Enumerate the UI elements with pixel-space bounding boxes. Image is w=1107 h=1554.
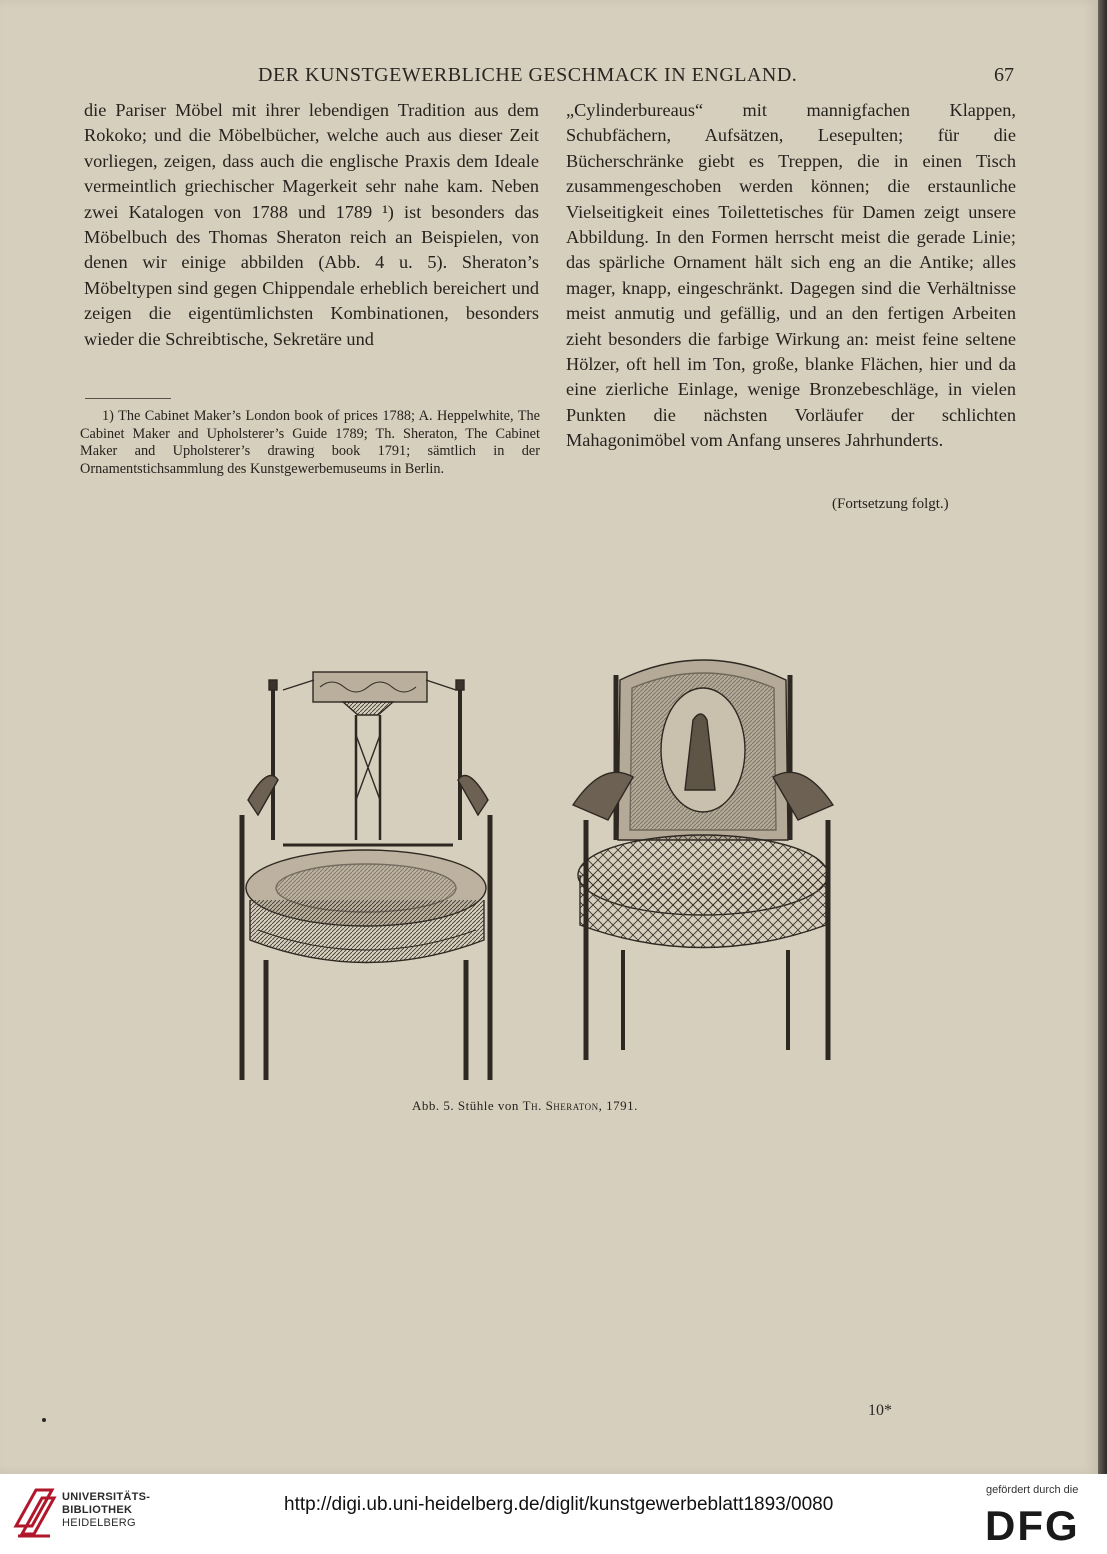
scan-artifact-dot (42, 1418, 46, 1422)
library-name (62, 1491, 150, 1530)
library-name-line3: HEIDELBERG (62, 1517, 136, 1529)
caption-suffix: , 1791. (598, 1098, 638, 1113)
permalink-url[interactable]: http://digi.ub.uni-heidelberg.de/diglit/kunstgewerbeblatt1893/0080 (284, 1494, 834, 1515)
signature-mark: 10* (868, 1402, 892, 1419)
footnote-text: The Cabinet Maker’s London book of prices 1788; A. Heppelwhite, The Cabinet Maker and Upholsterer’s Guide 1789; Th. Sheraton, The Cabinet Maker and Upholsterer’s drawing book 1791; sämtlich in der Ornamentstichsammlung des Kunstgewerbemuseums in Berlin. (80, 408, 540, 477)
page-number: 67 (994, 64, 1014, 86)
left-chair-drawing (242, 672, 490, 1080)
right-chair-drawing (573, 660, 833, 1060)
sheraton-chairs-engraving (228, 640, 878, 1090)
digitization-footer (0, 1474, 1107, 1554)
figure-caption (412, 1098, 638, 1114)
continuation-note: (Fortsetzung folgt.) (832, 496, 949, 512)
right-paragraph: „Cylinderbureaus“ mit mannigfachen Klappen, Schubfächern, Aufsätzen, Lesepulten; für die Bücherschränke giebt es Treppen, die in einen Tisch zusammengeschoben werden können; die erstaunliche Vielseitigkeit eines Toilettetisches für Damen zeigt unsere Abbildung. In den Formen herrscht meist die gerade Linie; das spärliche Ornament hält sich eng an die Antike; alles mager, knapp, eingeschränkt. Dagegen sind die Verhältnisse meist anmutig und gefällig, und an den fertigen Arbeiten zieht besonders die farbige Wirkung an: meist feine seltene Hölzer, oft hell im Ton, große, blanke Flächen, hier und da eine zierliche Einlage, wenige Bronzebeschläge, in vielen Punkten die nächsten Vorläufer der schlichten Mahagonimöbel vom Anfang unseres Jahrhunderts. (566, 100, 1016, 451)
ub-heidelberg-logo-icon[interactable] (12, 1484, 58, 1540)
dfg-logo-icon[interactable] (985, 1504, 1093, 1544)
right-text-column (566, 98, 1016, 454)
library-name-line1: UNIVERSITÄTS- (62, 1491, 151, 1503)
running-title: DER KUNSTGEWERBLICHE GESCHMACK IN ENGLAND. (258, 64, 798, 86)
left-text-column (84, 98, 539, 352)
footnote (80, 408, 540, 478)
funding-note: gefördert durch die (986, 1484, 1079, 1496)
left-paragraph: die Pariser Möbel mit ihrer lebendigen Tradition aus dem Rokoko; und die Möbelbücher, welche auch aus dieser Zeit vorliegen, zeigen, dass auch die englische Praxis dem Ideale vermeintlich griechischer Magerkeit sehr nahe kam. Neben zwei Katalogen von 1788 und 1789 ¹) ist besonders das Möbelbuch des Thomas Sheraton reich an Beispielen, von denen wir einige abbilden (Abb. 4 u. 5). Sheraton’s Möbeltypen sind gegen Chippendale erheblich bereichert und zeigen die eigentümlichsten Kombinationen, besonders wieder die Schreibtische, Sekretäre und (84, 100, 539, 349)
library-name-line2: BIBLIOTHEK (62, 1504, 133, 1516)
page-edge-shadow (1098, 0, 1107, 1474)
caption-author: Th. Sheraton (522, 1098, 599, 1113)
caption-prefix: Abb. 5. Stühle von (412, 1098, 519, 1113)
dfg-logo-text: DFG (985, 1504, 1080, 1544)
footnote-divider (85, 398, 171, 399)
footnote-marker: 1) (102, 408, 114, 424)
